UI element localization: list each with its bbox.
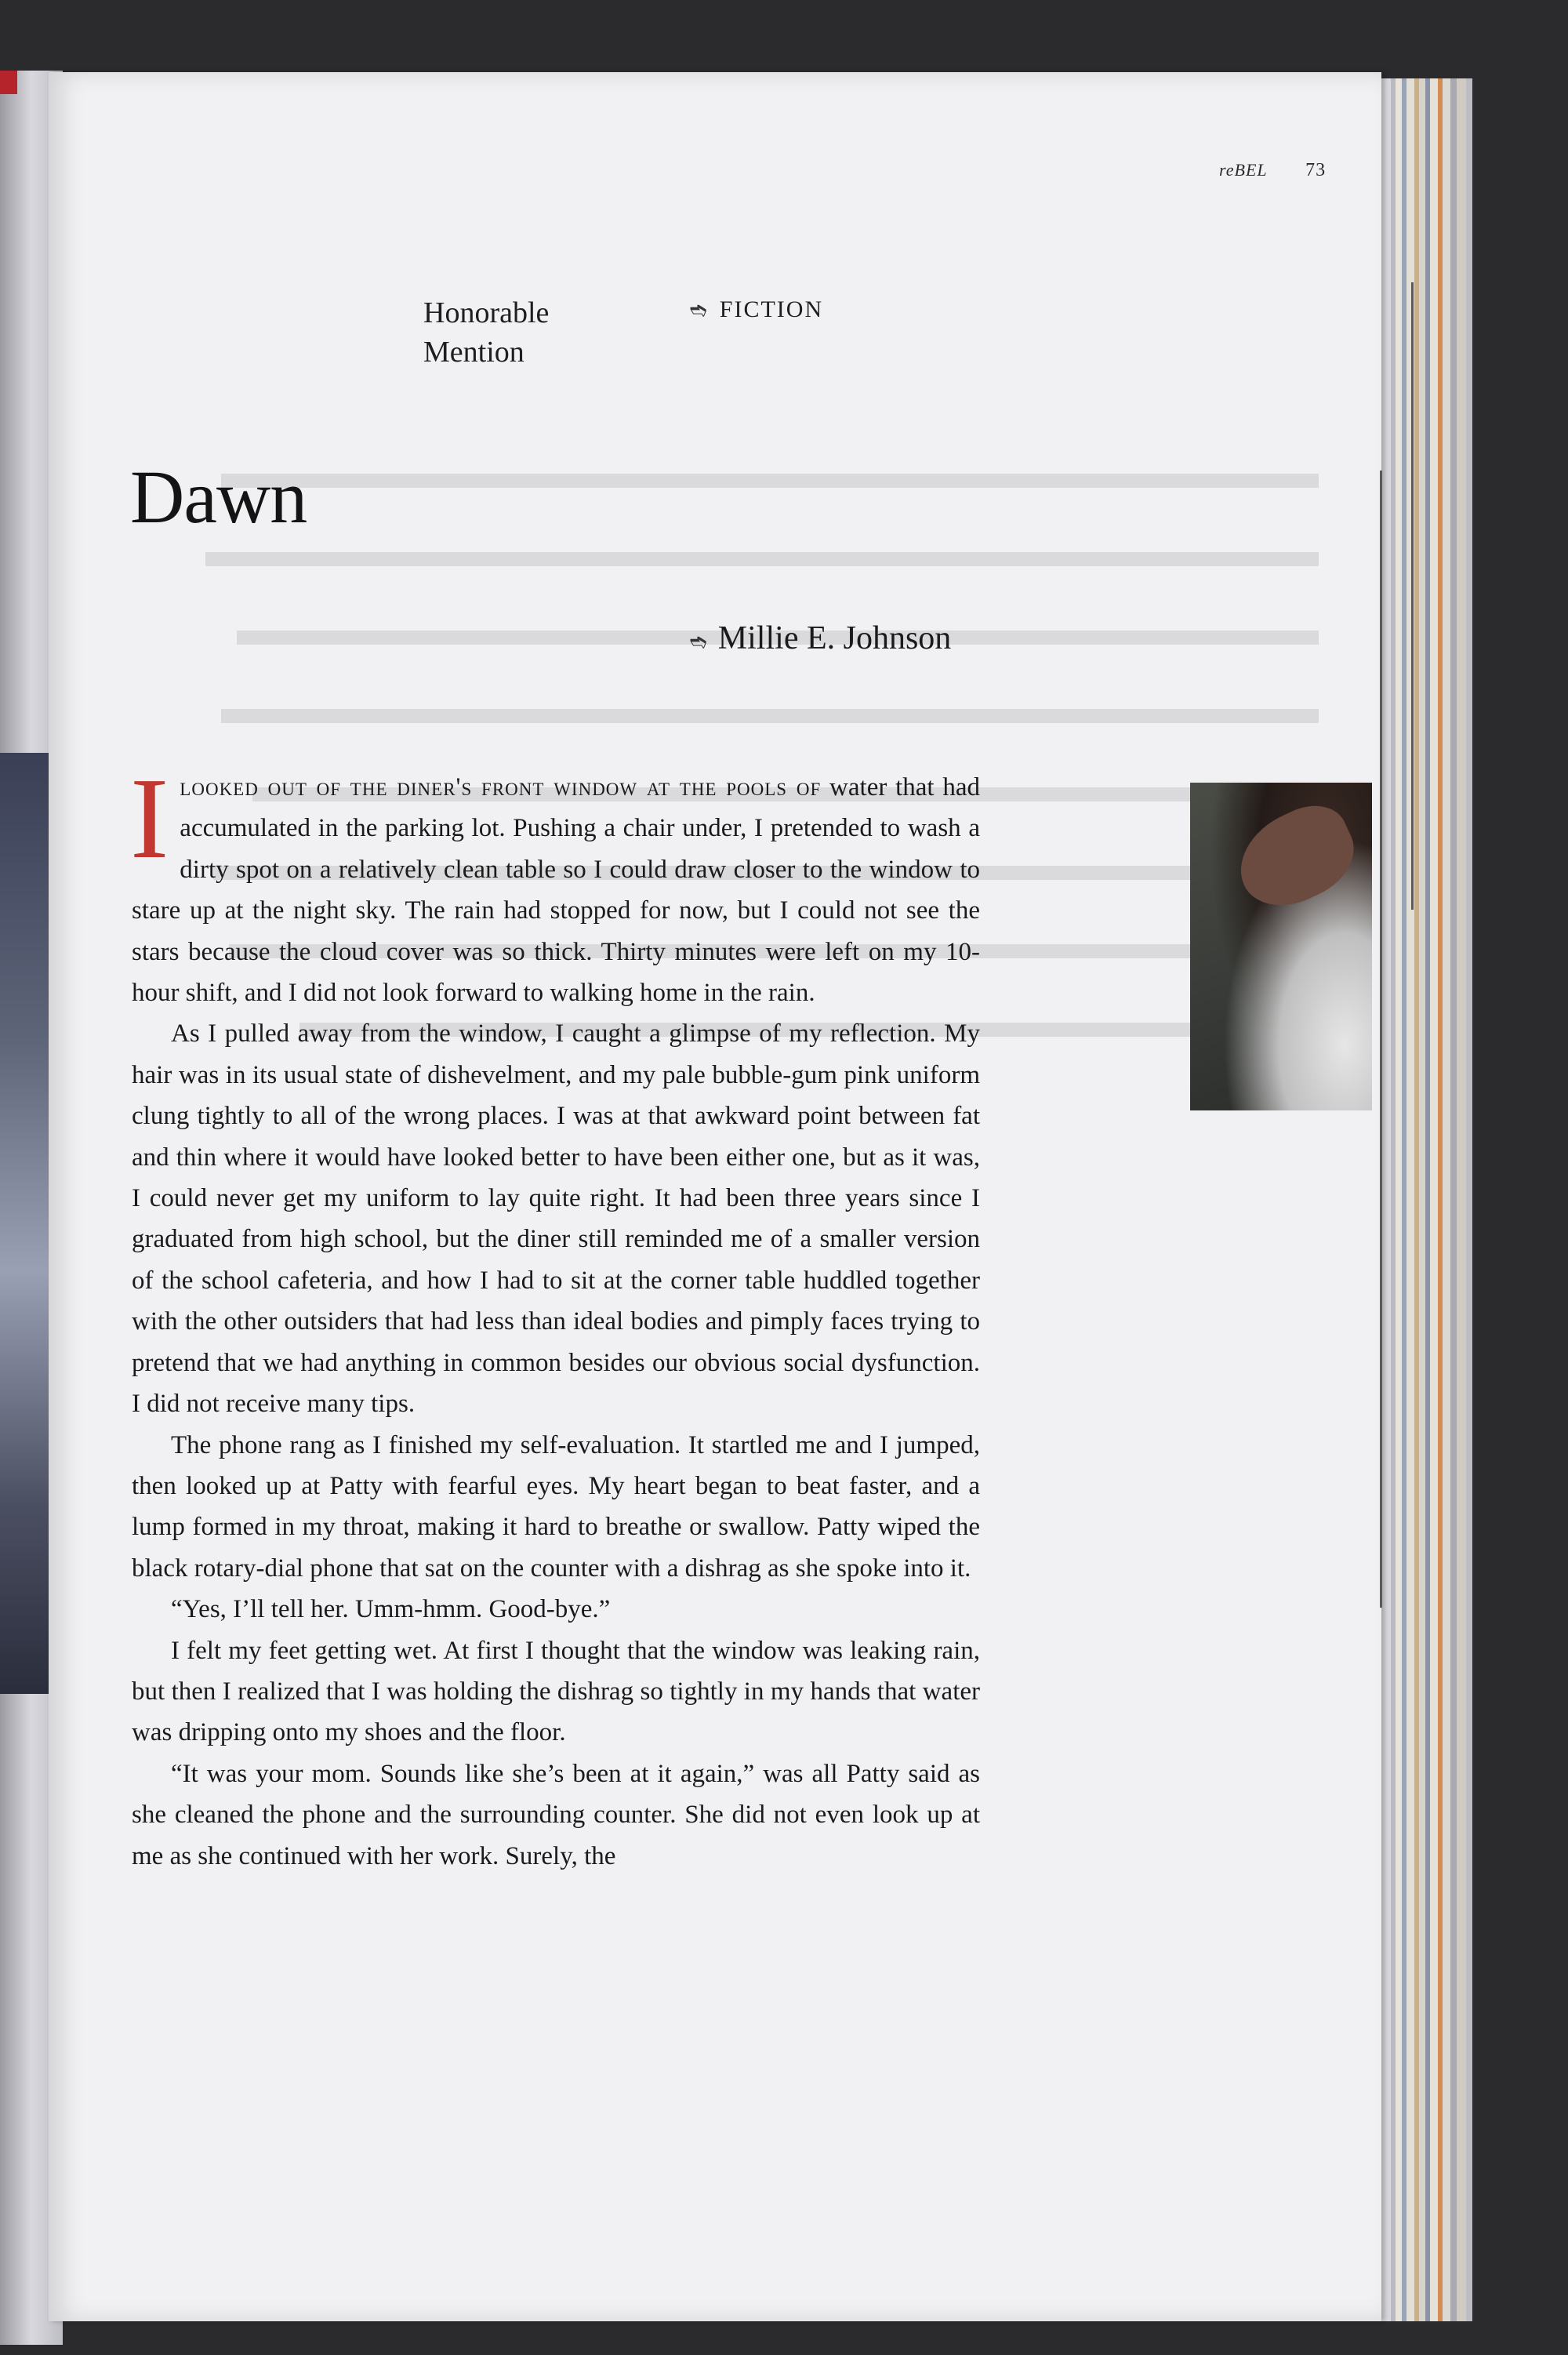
page-stack-edge (1450, 78, 1457, 2321)
paragraph-5: I felt my feet getting wet. At first I thought that the window was leaking rain, but then I realized that I was holding the dishrag so tightly in my hands that water was dripping onto my shoes and the floor. (132, 1636, 980, 1747)
photo-hand-shape (1225, 793, 1367, 921)
paragraph-2: As I pulled away from the window, I caught a glimpse of my reflection. My hair was in its usual state of dishevelment, and my pale bubble-gum pink uniform clung tightly to all of the wrong places. I was at that awkward point between fat and thin where it would have looked better to have been either one, but as it was, I could never get my uniform to lay quite right. It had been three years since I graduated from high school, but the diner still reminded me of a smaller version of the school cafeteria, and how I had to sit at the corner table huddled together with the other outsiders that had less than ideal bodies and pimply faces trying to pretend that we had anything in common besides our obvious social dysfunction. I did not receive many tips. (132, 1019, 980, 1419)
magazine-name: reBEL (1219, 160, 1268, 180)
paragraph-6: “It was your mom. Sounds like she’s been at it again,” was all Patty said as she cleaned the phone and the surrounding counter. She did not even look up at me as she continued with her work. Surely, the (132, 1759, 980, 1870)
facing-page-photo (0, 753, 55, 1694)
byline (690, 620, 951, 657)
page-stack-edge (1396, 78, 1402, 2321)
drop-cap: I (130, 754, 169, 883)
edge-rule (1380, 471, 1382, 1608)
page-stack-edge (1466, 78, 1472, 2321)
category-label (690, 296, 823, 323)
author-name: Millie E. Johnson (717, 620, 952, 656)
paragraph-4: “Yes, I’ll tell her. Umm-hmm. Good-bye.” (171, 1595, 611, 1624)
category-text: FICTION (719, 296, 824, 322)
arrow-bullet-icon: ➬ (690, 299, 709, 322)
arrow-bullet-icon: ➬ (690, 631, 707, 653)
page-number: 73 (1305, 160, 1327, 180)
paragraph-1 (130, 754, 980, 1013)
page-stack-edge (1443, 78, 1450, 2321)
story-body (130, 754, 980, 1877)
paragraph-3: The phone rang as I finished my self-evaluation. It startled me and I jumped, then looked up at Patty with fearful eyes. My heart began to beat faster, and a lump formed in my throat, making it hard to breathe or swallow. Patty wiped the black rotary-dial phone that sat on the counter with a dishrag as she spoke into it. (132, 1430, 980, 1583)
edge-rule (1411, 282, 1414, 910)
page-stack-edge (1419, 78, 1425, 2321)
opening-smallcaps: looked out of the diner's front window at the pools of (180, 773, 822, 801)
page-stack-edge (1430, 78, 1438, 2321)
award-label: Honorable Mention (423, 296, 550, 369)
facing-page-red-mark (0, 71, 17, 94)
paragraph-1-text: water that had accumulated in the parking lot. Pushing a chair under, I pretended to wash a dirty spot on a relatively clean table so I could draw closer to the window to stare up at the night sky. The rain had stopped for now, but I could not see the stars because the cloud cover was so thick. Thirty minutes were left on my 10-hour shift, and I did not look forward to walking home in the rain. (132, 773, 980, 1008)
running-head (1219, 160, 1326, 181)
story-photo (1190, 783, 1372, 1110)
story-title: Dawn (130, 455, 307, 539)
page-stack-edge (1457, 78, 1466, 2321)
